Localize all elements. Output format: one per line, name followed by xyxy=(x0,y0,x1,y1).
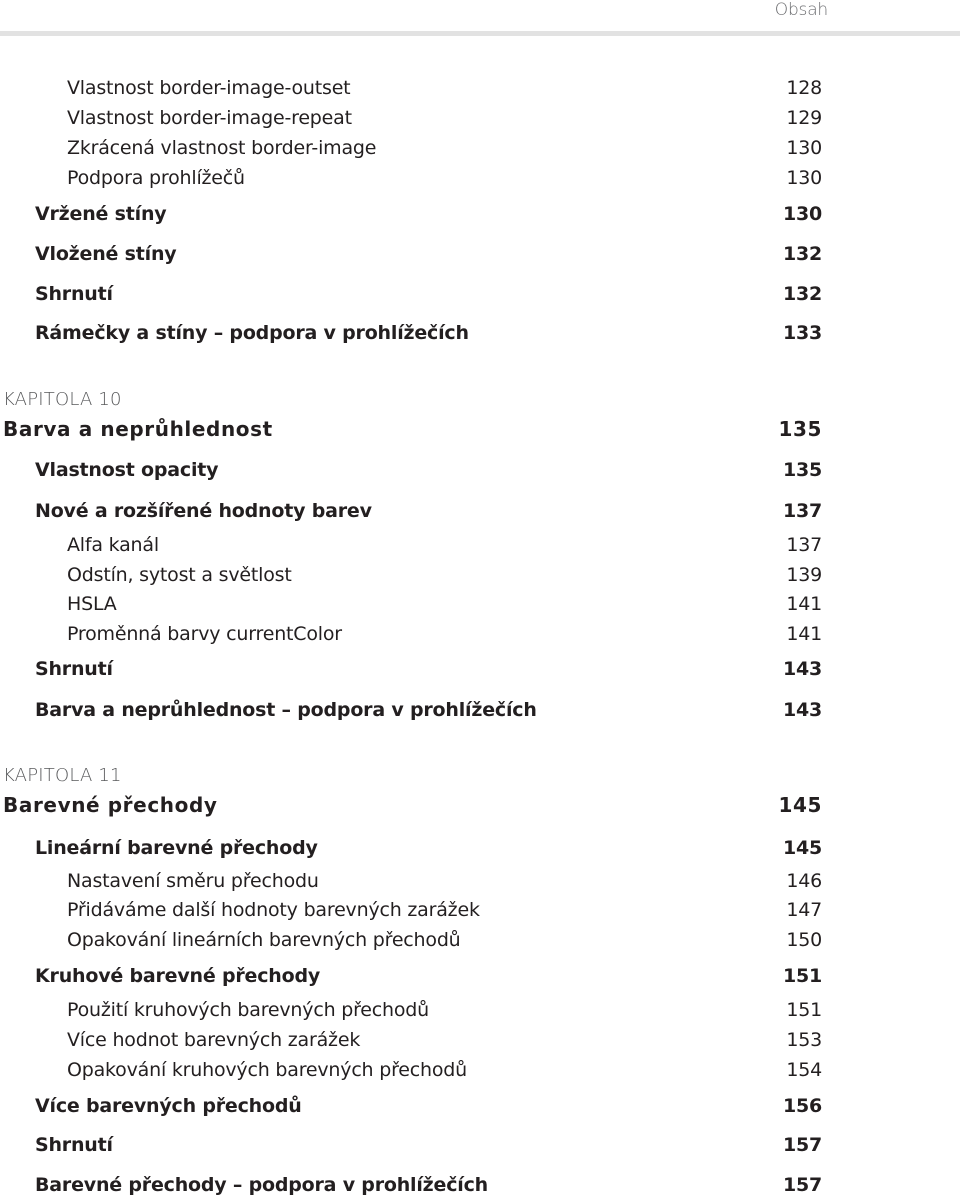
entry-title: Rámečky a stíny – podpora v prohlížečích xyxy=(35,322,469,344)
entry-page: 130 xyxy=(786,167,822,189)
toc-entry[interactable] xyxy=(0,280,822,308)
entry-page: 135 xyxy=(782,459,822,481)
entry-title: Barva a neprůhlednost – podpora v prohlížečích xyxy=(35,699,537,721)
entry-page: 145 xyxy=(778,793,822,817)
toc-entry[interactable] xyxy=(0,962,822,990)
entry-page: 139 xyxy=(786,564,822,586)
toc-chapter-entry[interactable] xyxy=(0,791,822,819)
entry-page: 141 xyxy=(786,593,822,615)
toc-entry[interactable] xyxy=(0,456,822,484)
toc-entry[interactable] xyxy=(0,1092,822,1120)
toc-entry[interactable] xyxy=(0,1131,822,1159)
toc-entry[interactable] xyxy=(0,696,822,724)
entry-page: 130 xyxy=(786,137,822,159)
toc-entry[interactable] xyxy=(0,164,822,192)
toc-entry[interactable] xyxy=(0,926,822,954)
entry-title: Shrnutí xyxy=(35,283,113,305)
toc-entry[interactable] xyxy=(0,561,822,589)
entry-page: 141 xyxy=(786,623,822,645)
chapter-label: KAPITOLA 11 xyxy=(3,765,122,786)
toc-chapter-entry[interactable] xyxy=(0,415,822,443)
entry-page: 137 xyxy=(782,500,822,522)
entry-title: Barevné přechody xyxy=(3,793,218,817)
header-rule xyxy=(0,31,960,36)
entry-title: Alfa kanál xyxy=(67,534,159,556)
toc-entry[interactable] xyxy=(0,896,822,924)
toc-entry[interactable] xyxy=(0,1026,822,1054)
entry-title: Opakování lineárních barevných přechodů xyxy=(67,929,461,951)
entry-title: Odstín, sytost a světlost xyxy=(67,564,292,586)
entry-page: 132 xyxy=(782,243,822,265)
entry-title: Více hodnot barevných zarážek xyxy=(67,1029,361,1051)
entry-page: 147 xyxy=(786,899,822,921)
entry-page: 143 xyxy=(782,699,822,721)
chapter-label: KAPITOLA 10 xyxy=(3,389,122,410)
entry-title: Vržené stíny xyxy=(35,203,167,225)
entry-title: Barevné přechody – podpora v prohlížečích xyxy=(35,1174,488,1196)
toc-entry[interactable] xyxy=(0,240,822,268)
entry-title: Shrnutí xyxy=(35,658,113,680)
entry-title: Vlastnost border-image-outset xyxy=(67,77,351,99)
entry-page: 151 xyxy=(786,999,822,1021)
entry-title: Přidáváme další hodnoty barevných zarážek xyxy=(67,899,480,921)
entry-page: 133 xyxy=(782,322,822,344)
toc-entry[interactable] xyxy=(0,590,822,618)
toc-entry[interactable] xyxy=(0,531,822,559)
toc-entry[interactable] xyxy=(0,1056,822,1084)
entry-title: Vlastnost border-image-repeat xyxy=(67,107,352,129)
entry-title: Barva a neprůhlednost xyxy=(3,417,273,441)
toc-entry[interactable] xyxy=(0,996,822,1024)
entry-page: 150 xyxy=(786,929,822,951)
entry-page: 137 xyxy=(786,534,822,556)
entry-title: Nastavení směru přechodu xyxy=(67,870,319,892)
entry-page: 135 xyxy=(778,417,822,441)
toc-entry[interactable] xyxy=(0,319,822,347)
entry-title: Zkrácená vlastnost border-image xyxy=(67,137,377,159)
entry-page: 157 xyxy=(782,1134,822,1156)
entry-page: 128 xyxy=(786,77,822,99)
entry-page: 132 xyxy=(782,283,822,305)
entry-title: Nové a rozšířené hodnoty barev xyxy=(35,500,372,522)
entry-title: Shrnutí xyxy=(35,1134,113,1156)
entry-title: Kruhové barevné přechody xyxy=(35,965,321,987)
toc-entry[interactable] xyxy=(0,655,822,683)
entry-title: Opakování kruhových barevných přechodů xyxy=(67,1059,468,1081)
toc-entry[interactable] xyxy=(0,497,822,525)
entry-title: Lineární barevné přechody xyxy=(35,837,318,859)
entry-title: Vlastnost opacity xyxy=(35,459,219,481)
entry-page: 130 xyxy=(782,203,822,225)
toc-entry[interactable] xyxy=(0,134,822,162)
toc-entry[interactable] xyxy=(0,74,822,102)
toc-entry[interactable] xyxy=(0,1171,822,1199)
entry-title: HSLA xyxy=(67,593,117,615)
entry-page: 143 xyxy=(782,658,822,680)
entry-page: 145 xyxy=(782,837,822,859)
entry-title: Více barevných přechodů xyxy=(35,1095,302,1117)
entry-page: 146 xyxy=(786,870,822,892)
toc-entry[interactable] xyxy=(0,200,822,228)
entry-title: Vložené stíny xyxy=(35,243,177,265)
toc-entry[interactable] xyxy=(0,620,822,648)
entry-page: 156 xyxy=(782,1095,822,1117)
entry-title: Podpora prohlížečů xyxy=(67,167,245,189)
entry-title: Proměnná barvy currentColor xyxy=(67,623,342,645)
entry-page: 151 xyxy=(782,965,822,987)
entry-page: 157 xyxy=(782,1174,822,1196)
entry-page: 129 xyxy=(786,107,822,129)
toc-entry[interactable] xyxy=(0,867,822,895)
entry-page: 153 xyxy=(786,1029,822,1051)
entry-page: 154 xyxy=(786,1059,822,1081)
entry-title: Použití kruhových barevných přechodů xyxy=(67,999,430,1021)
toc-entry[interactable] xyxy=(0,104,822,132)
toc-entry[interactable] xyxy=(0,834,822,862)
running-head: Obsah xyxy=(774,0,828,20)
